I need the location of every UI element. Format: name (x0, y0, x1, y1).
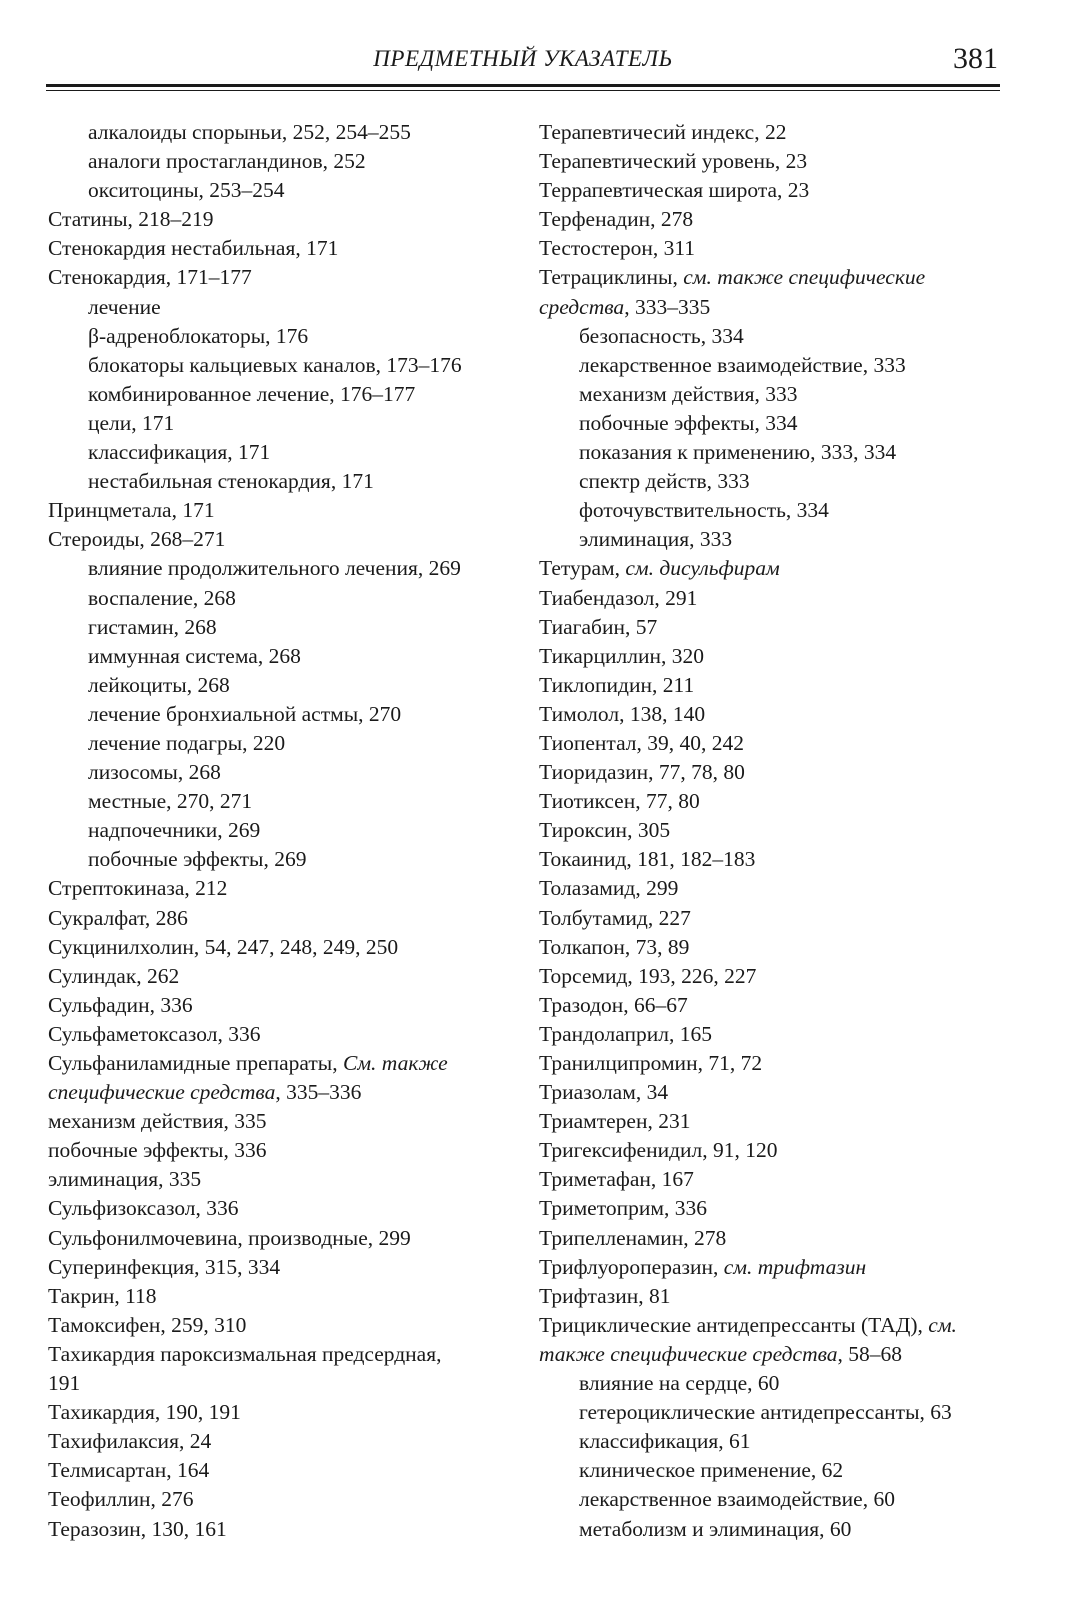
index-entry (48, 1020, 518, 1049)
index-entry-text: влияние продолжительного лечения, 269 (88, 556, 461, 581)
index-entry (539, 1194, 1009, 1223)
index-entry-text: Триметафан, 167 (539, 1167, 694, 1192)
index-entry-text: Тикарциллин, 320 (539, 643, 704, 668)
index-entry (48, 1194, 518, 1223)
index-entry (539, 1020, 1009, 1049)
index-entry (539, 118, 1009, 147)
index-entry (539, 1136, 1009, 1165)
index-entry-pages: , 335–336 (275, 1080, 362, 1105)
index-entry (539, 554, 1009, 583)
index-entry-text: Трифтазин, 81 (539, 1283, 671, 1308)
index-entry (48, 380, 518, 409)
index-entry-text: Теофиллин, 276 (48, 1487, 194, 1512)
index-cross-reference: см. также специфические (683, 265, 926, 290)
index-entry-text: окситоцины, 253–254 (88, 178, 285, 203)
index-entry-text: Теразозин, 130, 161 (48, 1516, 227, 1541)
index-entry (48, 1136, 518, 1165)
index-entry (48, 904, 518, 933)
index-entry (539, 1311, 1009, 1340)
index-entry-text: механизм действия, 335 (48, 1109, 267, 1134)
index-entry-text: Толбутамид, 227 (539, 905, 691, 930)
index-entry (539, 234, 1009, 263)
index-entry-text: показания к применению, 333, 334 (579, 440, 897, 465)
index-entry (48, 1078, 518, 1107)
index-entry-text: Сульфизоксазол, 336 (48, 1196, 239, 1221)
index-entry (539, 904, 1009, 933)
header-rule-thick (46, 84, 1000, 87)
index-entry (539, 991, 1009, 1020)
index-entry (539, 671, 1009, 700)
index-entry (48, 409, 518, 438)
index-entry (539, 409, 1009, 438)
index-entry (539, 962, 1009, 991)
index-entry (48, 554, 518, 583)
index-entry (539, 380, 1009, 409)
index-entry (48, 729, 518, 758)
index-entry (48, 845, 518, 874)
index-entry-text: элиминация, 335 (48, 1167, 202, 1192)
index-entry-text: Трипелленамин, 278 (539, 1225, 727, 1250)
index-entry-text: Тахикардия пароксизмальная предсердная, (48, 1341, 442, 1366)
index-entry (539, 1078, 1009, 1107)
index-entry-text: Тироксин, 305 (539, 818, 671, 843)
index-entry-text: Суперинфекция, 315, 334 (48, 1254, 281, 1279)
index-entry (48, 1107, 518, 1136)
index-entry (539, 816, 1009, 845)
index-entry (539, 467, 1009, 496)
index-entry-text: гетероциклические антидепрессанты, 63 (579, 1400, 952, 1425)
index-entry (539, 758, 1009, 787)
index-entry (48, 147, 518, 176)
index-entry-text: лекарственное взаимодействие, 60 (579, 1487, 895, 1512)
index-entry (539, 729, 1009, 758)
index-entry-text: Сулиндак, 262 (48, 963, 180, 988)
index-entry (539, 787, 1009, 816)
index-entry (48, 962, 518, 991)
index-entry-text: Стрептокиназа, 212 (48, 876, 228, 901)
index-entry (48, 438, 518, 467)
index-entry-text: Транилципромин, 71, 72 (539, 1051, 763, 1075)
index-entry-pages: , 333–335 (624, 294, 711, 319)
index-entry (539, 263, 1009, 292)
index-entry-text: классификация, 171 (88, 440, 271, 465)
index-entry-text: фоточувствительность, 334 (579, 498, 829, 523)
index-entry-text: Трифлуороперазин, (539, 1254, 724, 1279)
index-entry-text: Торсемид, 193, 226, 227 (539, 963, 757, 988)
index-entry-text: лечение подагры, 220 (88, 730, 286, 755)
index-entry-text: побочные эффекты, 334 (579, 410, 798, 435)
index-entry (48, 991, 518, 1020)
index-entry (48, 874, 518, 903)
index-entry-text: Такрин, 118 (48, 1283, 157, 1308)
index-entry-text: Стенокардия, 171–177 (48, 265, 252, 290)
index-entry (48, 1340, 518, 1369)
index-entry (48, 263, 518, 292)
index-entry (48, 1515, 518, 1544)
index-entry-text: 191 (48, 1371, 81, 1396)
index-entry (48, 234, 518, 263)
index-entry (48, 293, 518, 322)
index-entry (539, 874, 1009, 903)
index-entry-text: Триазолам, 34 (539, 1080, 669, 1105)
index-entry (539, 1427, 1009, 1456)
index-entry (48, 496, 518, 525)
index-entry-text: Трандолаприл, 165 (539, 1021, 712, 1046)
index-column-right (539, 118, 1009, 1544)
index-entry-text: Террапевтическая широта, 23 (539, 178, 810, 203)
index-entry-text: лечение бронхиальной астмы, 270 (88, 701, 402, 726)
index-entry-text: цели, 171 (88, 410, 175, 435)
index-entry (48, 176, 518, 205)
index-entry (48, 1427, 518, 1456)
index-entry (48, 700, 518, 729)
index-entry-text: побочные эффекты, 336 (48, 1138, 267, 1163)
index-entry-text: Принцметала, 171 (48, 498, 215, 523)
index-entry-text: влияние на сердце, 60 (579, 1371, 780, 1396)
index-entry (48, 787, 518, 816)
index-entry (539, 322, 1009, 351)
index-cross-reference: см. дисульфирам (625, 556, 780, 581)
index-entry-text: Тиопентал, 39, 40, 242 (539, 730, 745, 755)
index-entry (48, 1311, 518, 1340)
index-entry (48, 1165, 518, 1194)
index-entry-text: Толкапон, 73, 89 (539, 934, 690, 959)
index-entry (48, 642, 518, 671)
index-entry (48, 816, 518, 845)
index-entry (539, 1456, 1009, 1485)
index-entry (539, 351, 1009, 380)
index-entry (48, 351, 518, 380)
index-cross-reference: специфические средства (48, 1080, 276, 1105)
index-entry (539, 613, 1009, 642)
index-entry (48, 1369, 518, 1398)
index-entry (48, 467, 518, 496)
index-entry-text: нестабильная стенокардия, 171 (88, 469, 374, 494)
index-entry (539, 1049, 1009, 1078)
index-entry-text: Тамоксифен, 259, 310 (48, 1312, 247, 1337)
header-rule-thin (46, 90, 1000, 91)
index-entry-text: Сульфаниламидные препараты, (48, 1051, 343, 1075)
index-entry (539, 1515, 1009, 1544)
index-entry (48, 205, 518, 234)
index-entry (539, 293, 1009, 322)
index-entry-text: элиминация, 333 (579, 527, 733, 552)
index-cross-reference: См. также (343, 1051, 448, 1075)
index-entry-text: блокаторы кальциевых каналов, 173–176 (88, 352, 462, 377)
index-entry (48, 758, 518, 787)
index-entry-text: Трициклические антидепрессанты (ТАД), (539, 1312, 929, 1337)
index-entry-text: Тиоридазин, 77, 78, 80 (539, 760, 745, 785)
index-entry-text: Сульфонилмочевина, производные, 299 (48, 1225, 411, 1250)
index-entry-text: Тиклопидин, 211 (539, 672, 695, 697)
index-entry (539, 1107, 1009, 1136)
index-entry (539, 1224, 1009, 1253)
index-entry-text: Статины, 218–219 (48, 207, 214, 232)
index-entry-text: Тетрациклины, (539, 265, 684, 290)
index-entry (539, 147, 1009, 176)
index-entry (48, 322, 518, 351)
index-entry-text: механизм действия, 333 (579, 381, 798, 406)
index-entry (48, 933, 518, 962)
running-header (46, 42, 1000, 82)
index-entry (48, 584, 518, 613)
index-entry (48, 525, 518, 554)
index-entry-text: Триамтерен, 231 (539, 1109, 691, 1134)
running-title: ПРЕДМЕТНЫЙ УКАЗАТЕЛЬ (373, 46, 673, 71)
index-entry-text: комбинированное лечение, 176–177 (88, 381, 416, 406)
index-entry (48, 671, 518, 700)
index-entry-text: Тестостерон, 311 (539, 236, 696, 261)
index-entry-text: Толазамид, 299 (539, 876, 679, 901)
index-entry-text: Тразодон, 66–67 (539, 992, 688, 1017)
index-cross-reference: средства (539, 294, 625, 319)
index-entry (48, 1282, 518, 1311)
index-entry-text: лекарственное взаимодействие, 333 (579, 352, 906, 377)
index-entry-text: Триметоприм, 336 (539, 1196, 707, 1221)
index-entry (539, 1369, 1009, 1398)
index-entry-text: Телмисартан, 164 (48, 1458, 210, 1483)
index-entry-text: местные, 270, 271 (88, 789, 253, 814)
index-entry (539, 845, 1009, 874)
index-entry-text: Токаинид, 181, 182–183 (539, 847, 756, 872)
index-entry (539, 642, 1009, 671)
index-entry-text: Стероиды, 268–271 (48, 527, 226, 552)
index-entry (48, 1224, 518, 1253)
index-entry (48, 1456, 518, 1485)
index-entry (539, 1398, 1009, 1427)
index-entry-text: лизосомы, 268 (88, 760, 221, 785)
page-number: 381 (953, 42, 998, 75)
index-entry-text: иммунная система, 268 (88, 643, 301, 668)
index-entry (48, 118, 518, 147)
index-entry (539, 1340, 1009, 1369)
index-entry-text: Терапевтичесий индекс, 22 (539, 120, 787, 144)
index-entry-text: Терфенадин, 278 (539, 207, 694, 232)
index-entry-text: Тиагабин, 57 (539, 614, 658, 639)
index-entry-text: Тахифилаксия, 24 (48, 1429, 212, 1454)
index-entry-text: аналоги простагландинов, 252 (88, 149, 366, 174)
index-entry-text: Тимолол, 138, 140 (539, 701, 706, 726)
index-entry-text: безопасность, 334 (579, 323, 744, 348)
index-cross-reference: см. трифтазин (723, 1254, 867, 1279)
index-entry (539, 1253, 1009, 1282)
index-entry-text: метаболизм и элиминация, 60 (579, 1516, 852, 1541)
index-entry (539, 584, 1009, 613)
index-cross-reference: также специфические средства (539, 1341, 838, 1366)
index-entry-text: Тригексифенидил, 91, 120 (539, 1138, 778, 1163)
index-entry (539, 525, 1009, 554)
index-entry-text: спектр действ, 333 (579, 469, 750, 494)
index-entry-text: Тетурам, (539, 556, 626, 581)
index-entry (539, 176, 1009, 205)
index-cross-reference: см. (928, 1312, 957, 1337)
index-entry (48, 1049, 518, 1078)
index-column-left (48, 118, 518, 1544)
index-entry-text: β-адреноблокаторы, 176 (88, 323, 309, 348)
index-entry (48, 1398, 518, 1427)
index-entry-text: Тиотиксен, 77, 80 (539, 789, 700, 814)
index-entry (539, 438, 1009, 467)
index-entry-text: воспаление, 268 (88, 585, 236, 610)
index-entry-text: Сукралфат, 286 (48, 905, 188, 930)
index-entry (539, 700, 1009, 729)
index-entry-text: Сульфаметоксазол, 336 (48, 1021, 261, 1046)
index-entry-text: лечение (88, 294, 161, 319)
index-entry-text: Сульфадин, 336 (48, 992, 193, 1017)
index-entry-text: классификация, 61 (579, 1429, 751, 1454)
index-entry (539, 1282, 1009, 1311)
index-entry-text: клиническое применение, 62 (579, 1458, 844, 1483)
index-entry (539, 496, 1009, 525)
index-entry (48, 613, 518, 642)
index-entry-text: лейкоциты, 268 (88, 672, 230, 697)
index-entry (539, 933, 1009, 962)
index-entry-text: надпочечники, 269 (88, 818, 261, 843)
index-entry-text: Сукцинилхолин, 54, 247, 248, 249, 250 (48, 934, 399, 959)
index-entry (48, 1485, 518, 1514)
index-entry-text: Тиабендазол, 291 (539, 585, 698, 610)
index-entry-text: Терапевтический уровень, 23 (539, 149, 808, 174)
index-entry-text: побочные эффекты, 269 (88, 847, 307, 872)
index-entry-pages: , 58–68 (837, 1341, 903, 1366)
index-entry (539, 1485, 1009, 1514)
index-entry-text: Тахикардия, 190, 191 (48, 1400, 241, 1425)
index-entry (48, 1253, 518, 1282)
index-entry-text: Стенокардия нестабильная, 171 (48, 236, 339, 261)
index-entry-text: гистамин, 268 (88, 614, 217, 639)
index-entry (539, 205, 1009, 234)
index-entry-text: алкалоиды спорыньи, 252, 254–255 (88, 120, 411, 144)
index-entry (539, 1165, 1009, 1194)
